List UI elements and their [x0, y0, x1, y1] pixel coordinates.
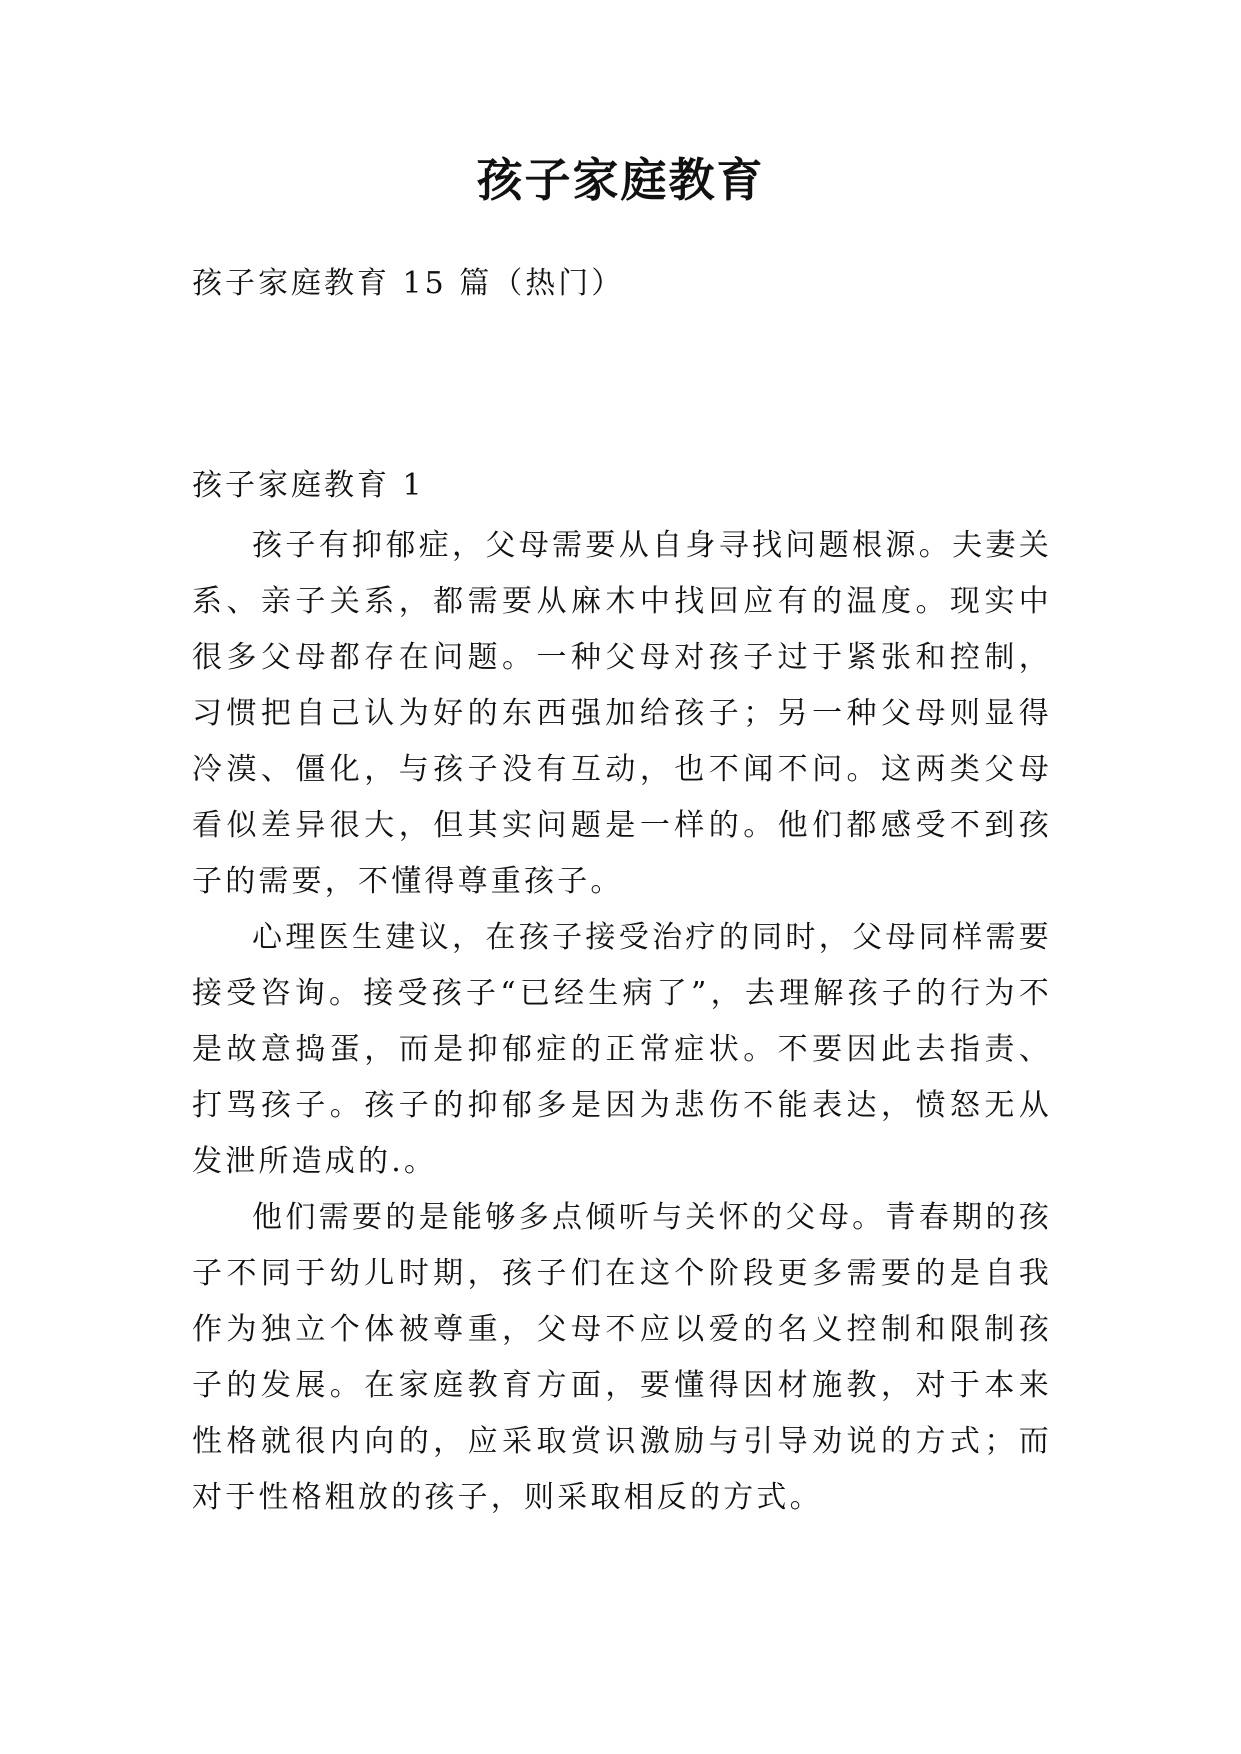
- document-subtitle: 孩子家庭教育 15 篇（热门）: [192, 266, 625, 301]
- paragraph-2: 心理医生建议，在孩子接受治疗的同时，父母同样需要接受咨询。接受孩子“已经生病了”，去理解孩子的行为不是故意捣蛋，而是抑郁症的正常症状。不要因此去指责、打骂孩子。孩子的抑郁多是因为悲伤不能表达，愤怒无从发泄所造成的.。: [192, 920, 1052, 1179]
- article-section: [192, 464, 1052, 1526]
- section-heading: 孩子家庭教育 1: [192, 468, 425, 503]
- paragraph-3: 他们需要的是能够多点倾听与关怀的父母。青春期的孩子不同于幼儿时期，孩子们在这个阶段更多需要的是自我作为独立个体被尊重，父母不应以爱的名义控制和限制孩子的发展。在家庭教育方面，要懂得因材施教，对于本来性格就很内向的，应采取赏识激励与引导劝说的方式；而对于性格粗放的孩子，则采取相反的方式。: [192, 1200, 1052, 1515]
- paragraph-1: 孩子有抑郁症，父母需要从自身寻找问题根源。夫妻关系、亲子关系，都需要从麻木中找回应有的温度。现实中很多父母都存在问题。一种父母对孩子过于紧张和控制，习惯把自己认为好的东西强加给孩子；另一种父母则显得冷漠、僵化，与孩子没有互动，也不闻不问。这两类父母看似差异很大，但其实问题是一样的。他们都感受不到孩子的需要，不懂得尊重孩子。: [192, 528, 1052, 899]
- document-title: 孩子家庭教育: [476, 153, 765, 207]
